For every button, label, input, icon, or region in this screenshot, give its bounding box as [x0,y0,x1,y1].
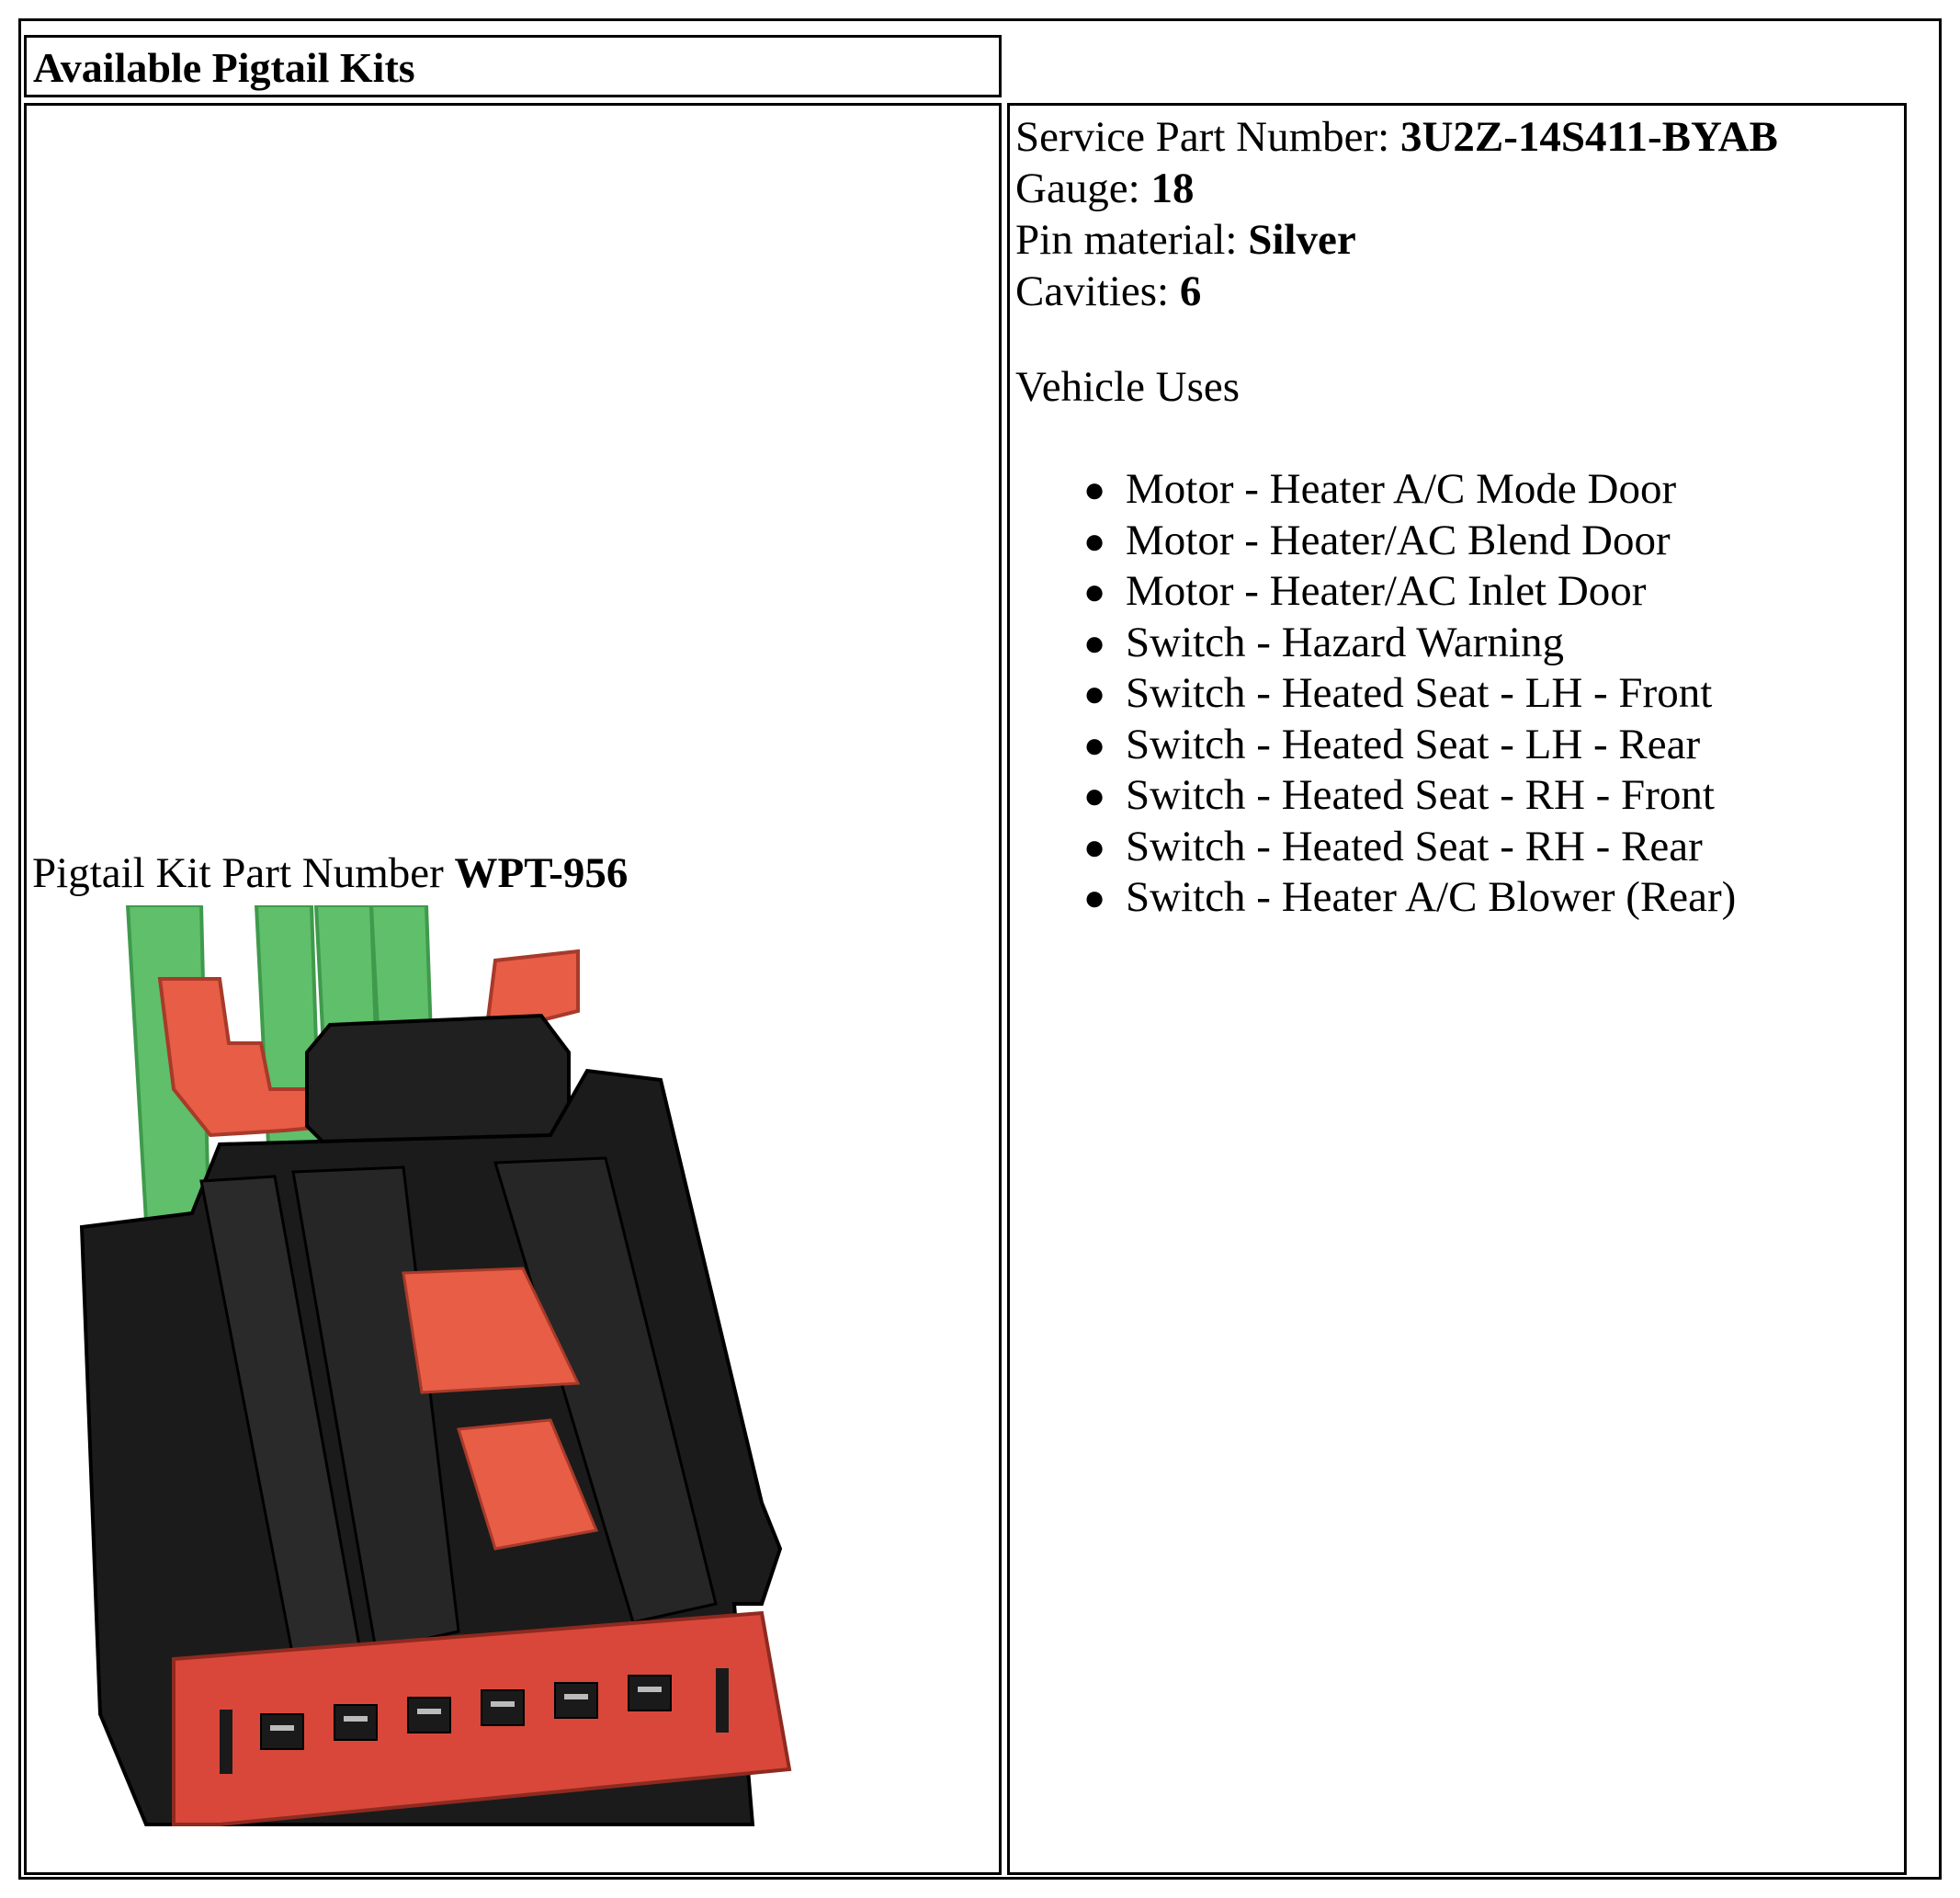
cavities-row [1015,266,1778,317]
list-item: ● Switch - Heated Seat - RH - Front [1083,770,1736,822]
gauge-value: 18 [1150,165,1195,212]
kit-part-number-line [32,848,628,898]
bullet-icon: ● [1083,571,1106,612]
bullet-icon: ● [1083,519,1106,562]
bullet-icon: ● [1083,877,1106,918]
list-item: ● Motor - Heater/AC Blend Door [1083,516,1736,567]
service-part-value: 3U2Z-14S411-BYAB [1399,113,1778,161]
spec-list [1015,111,1778,317]
list-item: ● Switch - Hazard Warning [1083,618,1736,669]
cavities-label: Cavities: [1015,267,1180,315]
cavity [334,1705,377,1740]
list-item: ● Motor - Heater A/C Mode Door [1083,464,1736,516]
bullet-icon: ● [1083,469,1106,510]
cavities-value: 6 [1179,267,1202,315]
bullet-icon: ● [1083,775,1106,816]
list-item: ● Switch - Heated Seat - LH - Front [1083,668,1736,720]
list-item: ● Switch - Heater A/C Blower (Rear) [1083,872,1736,924]
pin-material-value: Silver [1248,216,1356,264]
cavity [629,1676,671,1710]
connector-photo [63,905,982,1870]
kit-image-cell [24,103,1002,1875]
pin-material-row [1015,214,1778,266]
list-item: ● Switch - Heated Seat - LH - Rear [1083,720,1736,771]
service-part-row [1015,111,1778,163]
cavity [482,1690,524,1725]
bullet-icon: ● [1083,621,1106,664]
vehicle-uses-heading: Vehicle Uses [1015,363,1241,411]
list-item: ● Switch - Heated Seat - RH - Rear [1083,822,1736,873]
list-item: ● Motor - Heater/AC Inlet Door [1083,566,1736,618]
kit-details-cell [1007,103,1907,1875]
kit-part-number-label: Pigtail Kit Part Number [32,849,455,897]
bullet-icon: ● [1083,673,1106,714]
vehicle-uses-list [1083,464,1736,924]
side-slot-right [716,1668,729,1733]
page-title: Available Pigtail Kits [33,44,415,91]
pin-material-label: Pin material: [1015,216,1249,264]
gauge-row [1015,163,1778,214]
kit-part-number-value: WPT-956 [454,849,629,897]
service-part-label: Service Part Number: [1015,113,1400,161]
cavity [555,1683,597,1718]
side-slot-left [220,1710,232,1774]
table-header-cell [24,35,1002,97]
gauge-label: Gauge: [1015,165,1151,212]
cavity [408,1698,450,1733]
bullet-icon: ● [1083,723,1106,766]
cavity [261,1714,303,1749]
bullet-icon: ● [1083,825,1106,868]
